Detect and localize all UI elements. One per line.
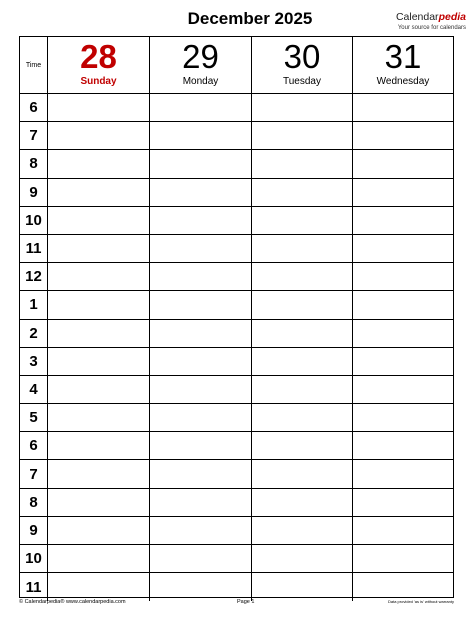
time-slot-cell[interactable] [48, 150, 150, 177]
time-slot-cell[interactable] [252, 235, 353, 262]
hour-label: 6 [20, 94, 48, 121]
time-slot-cell[interactable] [150, 432, 252, 459]
time-slot-cell[interactable] [353, 404, 453, 431]
time-slot-cell[interactable] [48, 404, 150, 431]
time-slot-cell[interactable] [48, 573, 150, 601]
time-slot-cell[interactable] [353, 460, 453, 487]
time-slot-cell[interactable] [150, 94, 252, 121]
hour-row [20, 348, 453, 376]
day-number: 29 [182, 38, 219, 75]
hour-row [20, 235, 453, 263]
time-slot-cell[interactable] [48, 179, 150, 206]
hour-label: 7 [20, 460, 48, 487]
hour-label: 9 [20, 517, 48, 544]
hour-row [20, 545, 453, 573]
time-slot-cell[interactable] [353, 207, 453, 234]
time-slot-cell[interactable] [48, 263, 150, 290]
time-slot-cell[interactable] [150, 460, 252, 487]
time-slot-cell[interactable] [48, 432, 150, 459]
footer-page-number: Page 1 [237, 599, 255, 605]
day-header-tuesday [252, 37, 353, 93]
page-title: December 2025 [187, 9, 313, 28]
time-slot-cell[interactable] [150, 348, 252, 375]
time-slot-cell[interactable] [252, 376, 353, 403]
time-slot-cell[interactable] [150, 320, 252, 347]
time-slot-cell[interactable] [48, 94, 150, 121]
time-slot-cell[interactable] [353, 179, 453, 206]
time-slot-cell[interactable] [150, 517, 252, 544]
hour-row [20, 517, 453, 545]
time-slot-cell[interactable] [252, 517, 353, 544]
time-slot-cell[interactable] [48, 517, 150, 544]
hour-label: 6 [20, 432, 48, 459]
hour-row [20, 150, 453, 178]
time-slot-cell[interactable] [252, 291, 353, 318]
time-slot-cell[interactable] [48, 207, 150, 234]
hour-label: 12 [20, 263, 48, 290]
day-name: Wednesday [376, 76, 430, 87]
time-slot-cell[interactable] [252, 460, 353, 487]
time-slot-cell[interactable] [48, 348, 150, 375]
hour-row [20, 460, 453, 488]
time-slot-cell[interactable] [150, 489, 252, 516]
time-slot-cell[interactable] [353, 122, 453, 149]
day-header-wednesday [353, 37, 453, 93]
time-slot-cell[interactable] [353, 376, 453, 403]
time-slot-cell[interactable] [150, 235, 252, 262]
hour-row [20, 573, 453, 601]
day-number: 31 [384, 38, 422, 75]
time-slot-cell[interactable] [252, 404, 353, 431]
hour-rows [20, 94, 453, 601]
time-slot-cell[interactable] [48, 376, 150, 403]
time-slot-cell[interactable] [48, 320, 150, 347]
time-slot-cell[interactable] [252, 150, 353, 177]
time-slot-cell[interactable] [353, 545, 453, 572]
hour-row [20, 320, 453, 348]
day-number: 28 [80, 38, 117, 75]
hour-label: 1 [20, 291, 48, 318]
hour-row [20, 179, 453, 207]
time-slot-cell[interactable] [252, 545, 353, 572]
logo-tagline: Your source for calendars [397, 24, 466, 31]
hour-row [20, 207, 453, 235]
calendarpedia-logo [396, 12, 466, 31]
hour-label: 8 [20, 489, 48, 516]
time-slot-cell[interactable] [150, 404, 252, 431]
hour-label: 7 [20, 122, 48, 149]
logo-brand-accent: pedia [438, 11, 466, 23]
time-slot-cell[interactable] [48, 545, 150, 572]
hour-row [20, 291, 453, 319]
day-header-sunday [48, 37, 150, 93]
time-slot-cell[interactable] [353, 263, 453, 290]
time-column-header: Time [20, 37, 48, 93]
time-slot-cell[interactable] [252, 179, 353, 206]
logo-brand-main: Calendar [395, 11, 439, 23]
hour-row [20, 404, 453, 432]
day-number: 30 [283, 38, 321, 75]
time-slot-cell[interactable] [48, 122, 150, 149]
time-slot-cell[interactable] [353, 517, 453, 544]
time-slot-cell[interactable] [150, 291, 252, 318]
time-slot-cell[interactable] [150, 573, 252, 601]
time-slot-cell[interactable] [252, 263, 353, 290]
hour-label: 11 [20, 235, 48, 262]
time-slot-cell[interactable] [150, 376, 252, 403]
time-slot-cell[interactable] [353, 291, 453, 318]
time-slot-cell[interactable] [353, 94, 453, 121]
hour-row [20, 376, 453, 404]
calendar-grid [19, 36, 454, 598]
hour-label: 8 [20, 150, 48, 177]
footer-copyright: © Calendarpedia® www.calendarpedia.com [19, 599, 126, 605]
time-slot-cell[interactable] [48, 489, 150, 516]
logo-brand [396, 12, 466, 23]
time-slot-cell[interactable] [150, 207, 252, 234]
hour-label: 11 [20, 573, 48, 601]
time-slot-cell[interactable] [353, 432, 453, 459]
day-name: Monday [182, 76, 219, 87]
time-slot-cell[interactable] [48, 291, 150, 318]
hour-row [20, 263, 453, 291]
day-name: Sunday [80, 76, 117, 87]
hour-label: 5 [20, 404, 48, 431]
hour-row [20, 122, 453, 150]
time-slot-cell[interactable] [353, 573, 453, 601]
time-slot-cell[interactable] [150, 263, 252, 290]
time-slot-cell[interactable] [252, 573, 353, 601]
time-slot-cell[interactable] [353, 235, 453, 262]
time-slot-cell[interactable] [252, 432, 353, 459]
hour-row [20, 432, 453, 460]
hour-label: 9 [20, 179, 48, 206]
hour-row [20, 489, 453, 517]
time-slot-cell[interactable] [252, 94, 353, 121]
time-slot-cell[interactable] [353, 320, 453, 347]
time-slot-cell[interactable] [150, 122, 252, 149]
hour-label: 10 [20, 207, 48, 234]
hour-label: 3 [20, 348, 48, 375]
time-slot-cell[interactable] [353, 489, 453, 516]
time-slot-cell[interactable] [252, 489, 353, 516]
hour-label: 10 [20, 545, 48, 572]
time-slot-cell[interactable] [150, 150, 252, 177]
hour-label: 2 [20, 320, 48, 347]
time-slot-cell[interactable] [48, 235, 150, 262]
day-name: Tuesday [283, 76, 321, 87]
time-slot-cell[interactable] [48, 460, 150, 487]
time-slot-cell[interactable] [353, 150, 453, 177]
time-slot-cell[interactable] [353, 348, 453, 375]
hour-label: 4 [20, 376, 48, 403]
time-slot-cell[interactable] [252, 348, 353, 375]
time-slot-cell[interactable] [252, 320, 353, 347]
hour-row [20, 94, 453, 122]
footer-disclaimer: Data provided 'as is' without warranty [387, 599, 454, 604]
time-slot-cell[interactable] [150, 545, 252, 572]
time-slot-cell[interactable] [150, 179, 252, 206]
time-slot-cell[interactable] [252, 207, 353, 234]
day-header-monday [150, 37, 252, 93]
calendar-header-row [20, 37, 453, 94]
time-slot-cell[interactable] [252, 122, 353, 149]
